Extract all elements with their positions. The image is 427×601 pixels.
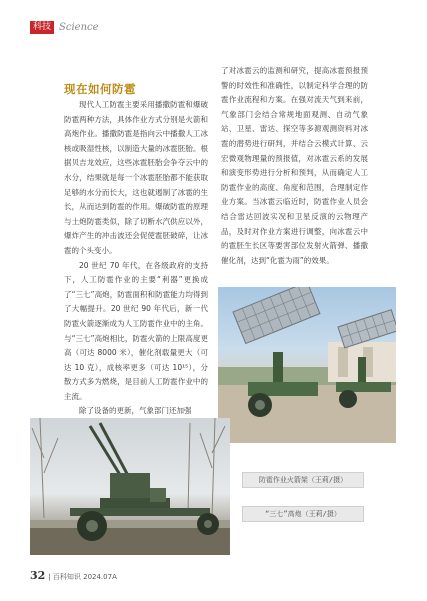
anti-aircraft-gun-photo — [30, 418, 230, 555]
gun-photo-caption: “三七”高炮（王莉/摄） — [242, 506, 364, 522]
launcher-photo-caption: 防雹作业火箭架（王莉/摄） — [242, 472, 364, 488]
page-footer — [30, 569, 117, 582]
magazine-info: | 百科知识 2024.07A — [48, 573, 117, 581]
page-number: 32 — [30, 569, 46, 582]
paragraph: 20 世纪 70 年代，在各级政府的支持下，人工防雹作业的主要“利器”更换成了“三七”高炮，防雹面积和防雹能力均得到了大幅提升。20 世纪 90 年代后，新一代防雹火箭逐渐成为人工防雹作业中的主角。与“三七”高炮相比，防雹火箭的上限高度更高（可达 8000 米），催化剂载量更大（可达 10 克），成核率更多（可达 10¹⁵），分散方式多为燃烧，是目前人工防雹作业中的主流。 — [64, 260, 208, 401]
section-name-en: Science — [59, 22, 99, 33]
anti-aircraft-gun-illustration — [30, 418, 230, 555]
body-column-left — [64, 98, 208, 419]
section-tag: 科技 — [30, 21, 54, 34]
section-header — [30, 21, 99, 34]
body-column-right — [221, 64, 368, 268]
paragraph: 了对冰雹云的监测和研究，提高冰雹预报预警的时效性和准确性，以制定科学合理的防雹作业流程和方案。在强对流天气到来前，气象部门会结合常规地面观测、自动气象站、卫星、雷达、探空等多源观测资料对冰雹的潜势进行研判，并结合云模式计算、云宏微观物理量的预报值，对冰雹云系的发展和演变形势进行分析和预判，从而确定人工防雹作业的高度、角度和范围，合理制定作业方案。当冰雹云临近时，防雹作业人员会结合雷达回波实况和卫星反演的云物理产品，及时对作业方案进行调整，向冰雹云中的雹胚生长区等要害部位发射火箭弹、播撒催化剂，达到“化雹为雨”的效果。 — [221, 66, 368, 265]
rocket-launcher-photo — [218, 287, 396, 443]
rocket-launcher-illustration — [218, 287, 396, 443]
paragraph: 现代人工防雹主要采用播撒防雹和爆破防雹两种方法，具体作业方式分别是火箭和高炮作业。播撒防雹是指向云中播撒人工冰核或吸湿性核，以制造大量的冰雹胚胎。根据贝吉龙效应，这些冰雹胚胎会争夺云中的水分，结果就是每一个冰雹胚胎都不能获取足够的水分而长大，这也就遏制了冰雹的生长，从而达到防雹的作用。爆破防雹的原理与土炮防雹类似，除了切断水汽供应以外，爆炸产生的冲击波还会促使雹胚破碎，让冰雹的个头变小。 — [64, 100, 208, 255]
paragraph: 除了设备的更新，气象部门还加强 — [79, 406, 192, 416]
article-title: 现在如何防雹 — [64, 82, 136, 96]
